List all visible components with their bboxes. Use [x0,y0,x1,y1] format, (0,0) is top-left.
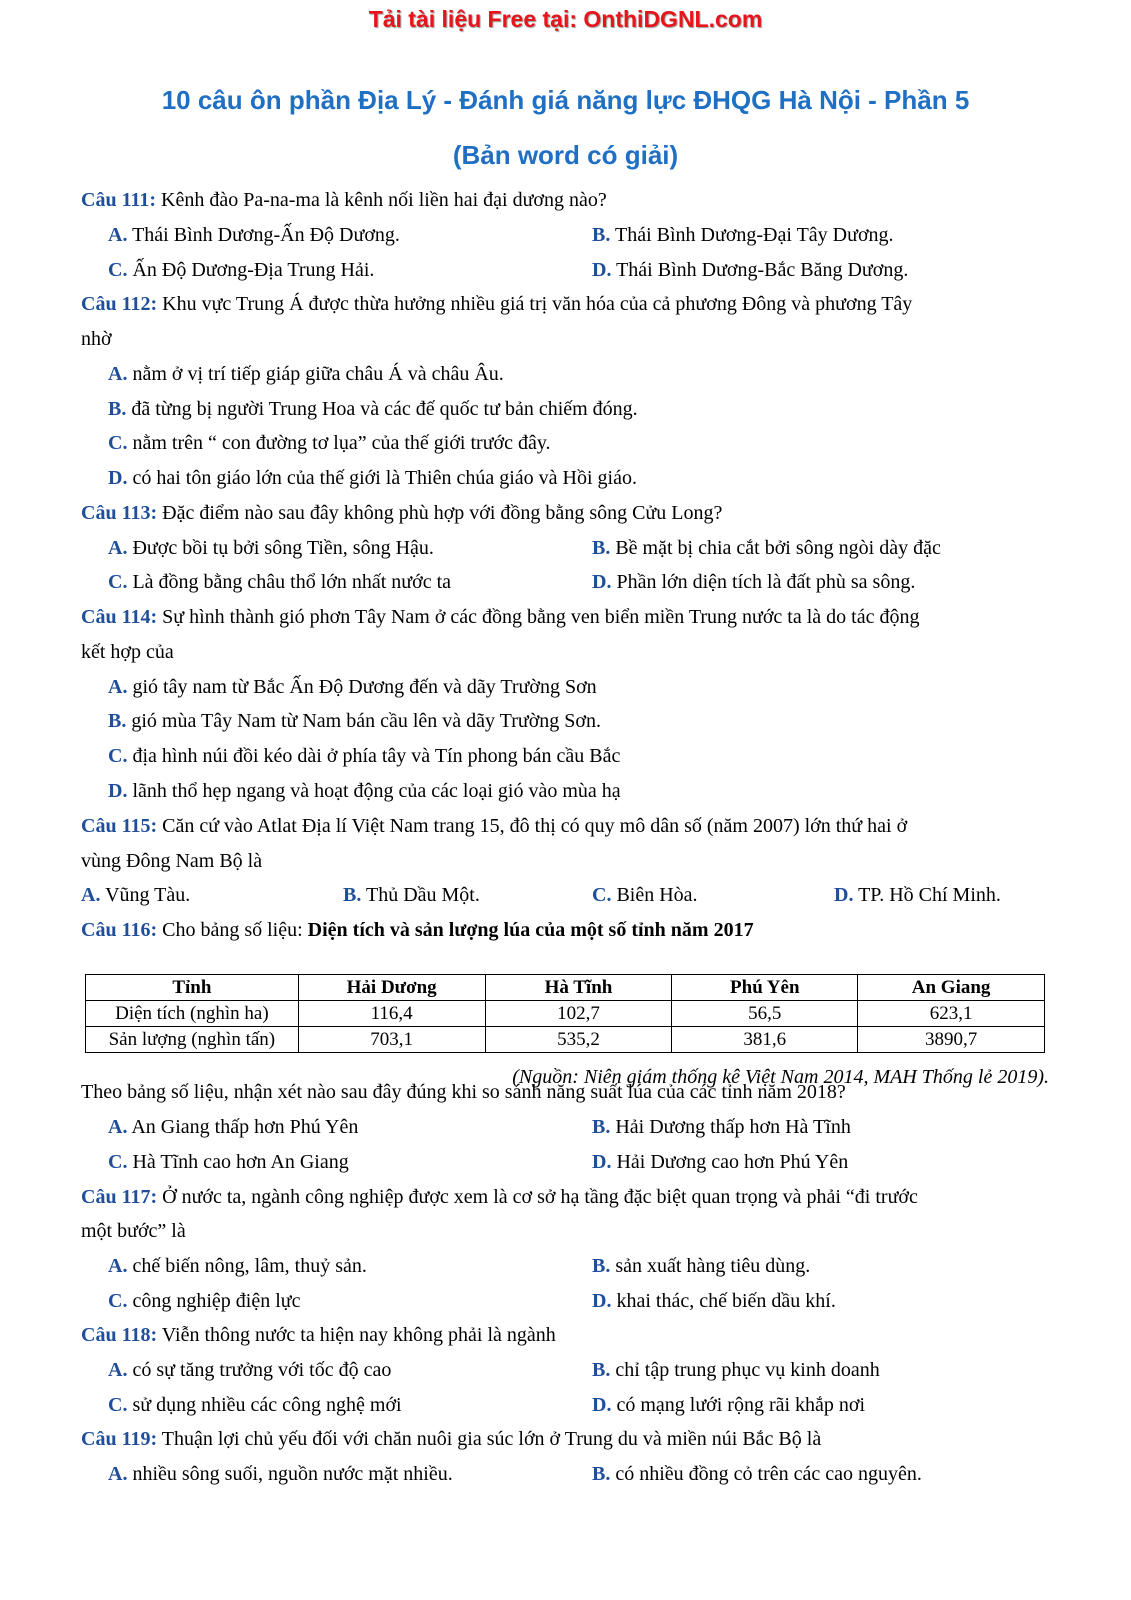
answer-text: chế biến nông, lâm, thuỷ sản. [127,1255,367,1277]
answer-116-a [108,1114,358,1140]
question-text: Đặc điểm nào sau đây không phù hợp với đồng bằng sông Cửu Long? [157,502,723,524]
question-text: Khu vực Trung Á được thừa hưởng nhiều giá trị văn hóa của cả phương Đông và phương Tây [157,293,913,315]
question-label: Câu 111: [81,189,157,211]
answer-text: có nhiều đồng cỏ trên các cao nguyên. [610,1463,922,1485]
answer-label: C. [108,1151,128,1173]
page-subtitle: (Bản word có giải) [452,140,679,170]
answer-label: A. [108,363,128,385]
answer-112-a [108,361,504,387]
answer-label: C. [108,259,128,281]
table-header-cell: Hải Dương [298,975,485,1001]
page-title: 10 câu ôn phần Địa Lý - Đánh giá năng lực ĐHQG Hà Nội - Phần 5 [161,85,970,115]
answer-113-b [592,535,941,561]
answer-116-d [592,1149,848,1175]
answer-115-b [343,882,480,908]
answer-label: B. [592,537,611,559]
answer-label: B. [592,1116,611,1138]
question-118 [81,1322,556,1348]
answer-114-c [108,743,620,769]
answer-label: D. [834,884,854,906]
answer-text: gió mùa Tây Nam từ Nam bán cầu lên và dãy Trường Sơn. [126,710,601,732]
answer-112-c [108,430,551,456]
answer-text: Thái Bình Dương-Đại Tây Dương. [610,224,894,246]
answer-label: D. [592,1290,612,1312]
answer-118-d [592,1392,865,1418]
question-113 [81,500,722,526]
answer-label: C. [108,432,128,454]
answer-text: nằm ở vị trí tiếp giáp giữa châu Á và châu Âu. [127,363,504,385]
table-row [86,1027,1045,1053]
answer-118-b [592,1357,880,1383]
question-119 [81,1426,821,1452]
answer-label: D. [592,1394,612,1416]
table-source: (Nguồn: Niên giám thống kê Việt Nam 2014, MAH Thống lẻ 2019). [512,1066,1049,1088]
answer-115-c [592,882,698,908]
table-cell: 102,7 [485,1001,672,1027]
table-row [86,1001,1045,1027]
table-cell: Diện tích (nghìn ha) [86,1001,299,1027]
question-label: Câu 117: [81,1186,158,1208]
question-116-prompt: Theo bảng số liệu, nhận xét nào sau đây đúng khi so sánh năng suất lúa của các tỉnh năm 2018? [81,1081,846,1103]
table-header-row [86,975,1045,1001]
answer-text: có mạng lưới rộng rãi khắp nơi [611,1394,866,1416]
answer-text: địa hình núi đồi kéo dài ở phía tây và Tín phong bán cầu Bắc [127,745,621,767]
question-114 [81,604,920,630]
answer-label: C. [592,884,612,906]
table-cell: 623,1 [858,1001,1045,1027]
answer-label: A. [108,224,128,246]
answer-text: Thái Bình Dương-Bắc Băng Dương. [611,259,909,281]
table-cell: Sản lượng (nghìn tấn) [86,1027,299,1053]
answer-text: TP. Hồ Chí Minh. [853,884,1001,906]
answer-text: Biên Hòa. [611,884,698,906]
answer-label: A. [81,884,101,906]
answer-113-c [108,569,451,595]
answer-label: A. [108,676,128,698]
answer-115-d [834,882,1001,908]
question-text: Kênh đào Pa-na-ma là kênh nối liền hai đại dương nào? [156,189,607,211]
answer-text: lãnh thổ hẹp ngang và hoạt động của các loại gió vào mùa hạ [127,780,621,802]
question-112-continued: nhờ [81,328,112,350]
answer-text: An Giang thấp hơn Phú Yên [127,1116,359,1138]
answer-label: D. [592,571,612,593]
answer-label: B. [592,1463,611,1485]
answer-text: công nghiệp điện lực [127,1290,301,1312]
answer-119-b [592,1461,922,1487]
answer-117-a [108,1253,367,1279]
table-header-cell: Hà Tĩnh [485,975,672,1001]
answer-label: C. [108,571,128,593]
question-117-continued: một bước” là [81,1220,186,1242]
answer-label: C. [108,1290,128,1312]
question-label: Câu 114: [81,606,158,628]
answer-label: A. [108,1463,128,1485]
question-text: Căn cứ vào Atlat Địa lí Việt Nam trang 15, đô thị có quy mô dân số (năm 2007) lớn thứ hai ở [157,815,908,837]
answer-113-d [592,569,915,595]
answer-label: B. [592,1255,611,1277]
answer-113-a [108,535,434,561]
answer-111-d [592,257,908,283]
question-115 [81,813,907,839]
question-text: Thuận lợi chủ yếu đối với chăn nuôi gia súc lớn ở Trung du và miền núi Bắc Bộ là [157,1428,822,1450]
answer-text: Bề mặt bị chia cắt bởi sông ngòi dày đặc [610,537,941,559]
question-label: Câu 118: [81,1324,158,1346]
question-label: Câu 113: [81,502,158,524]
answer-label: C. [108,1394,128,1416]
table-caption: Diện tích và sản lượng lúa của một số tỉnh năm 2017 [307,919,754,941]
answer-111-b [592,222,894,248]
table-header-cell: Tỉnh [86,975,299,1001]
answer-label: A. [108,1359,128,1381]
answer-118-a [108,1357,391,1383]
answer-text: đã từng bị người Trung Hoa và các đế quốc tư bản chiếm đóng. [126,398,638,420]
answer-label: A. [108,1116,128,1138]
table-header-cell: An Giang [858,975,1045,1001]
answer-117-d [592,1288,836,1314]
answer-label: B. [108,398,127,420]
answer-text: Vũng Tàu. [100,884,191,906]
answer-text: sản xuất hàng tiêu dùng. [610,1255,811,1277]
answer-label: C. [108,745,128,767]
answer-text: nằm trên “ con đường tơ lụa” của thế giới trước đây. [127,432,551,454]
answer-label: B. [108,710,127,732]
answer-label: B. [592,1359,611,1381]
question-label: Câu 119: [81,1428,158,1450]
download-banner-link[interactable]: Tải tài liệu Free tại: OnthiDGNL.com [368,6,763,32]
answer-text: có sự tăng trưởng với tốc độ cao [127,1359,392,1381]
answer-116-b [592,1114,851,1140]
question-117 [81,1184,918,1210]
answer-text: có hai tôn giáo lớn của thế giới là Thiên chúa giáo và Hồi giáo. [127,467,637,489]
question-111 [81,187,607,213]
answer-114-a [108,674,597,700]
answer-text: Phần lớn diện tích là đất phù sa sông. [611,571,916,593]
answer-label: A. [108,1255,128,1277]
answer-111-c [108,257,374,283]
answer-label: D. [592,1151,612,1173]
question-112 [81,291,912,317]
answer-text: Ấn Độ Dương-Địa Trung Hải. [127,259,375,281]
answer-111-a [108,222,400,248]
answer-text: Thủ Dầu Một. [361,884,480,906]
answer-text: khai thác, chế biến dầu khí. [611,1290,836,1312]
answer-text: sử dụng nhiều các công nghệ mới [127,1394,402,1416]
answer-112-d [108,465,637,491]
answer-115-a [81,882,190,908]
answer-text: nhiều sông suối, nguồn nước mặt nhiều. [127,1463,453,1485]
answer-118-c [108,1392,402,1418]
answer-114-d [108,778,621,804]
answer-112-b [108,396,638,422]
question-116 [81,917,754,943]
table-cell: 3890,7 [858,1027,1045,1053]
answer-text: Thái Bình Dương-Ấn Độ Dương. [127,224,400,246]
answer-117-b [592,1253,810,1279]
answer-119-a [108,1461,453,1487]
table-cell: 535,2 [485,1027,672,1053]
question-label: Câu 112: [81,293,158,315]
table-cell: 116,4 [298,1001,485,1027]
answer-label: D. [592,259,612,281]
answer-text: chỉ tập trung phục vụ kinh doanh [610,1359,880,1381]
question-text: Sự hình thành gió phơn Tây Nam ở các đồng bằng ven biển miền Trung nước ta là do tác động [157,606,920,628]
question-text: Ở nước ta, ngành công nghiệp được xem là cơ sở hạ tầng đặc biệt quan trọng và phải “đi trước [157,1186,918,1208]
table-header-cell: Phú Yên [672,975,858,1001]
question-115-continued: vùng Đông Nam Bộ là [81,850,263,872]
answer-label: D. [108,467,128,489]
table-cell: 56,5 [672,1001,858,1027]
answer-116-c [108,1149,349,1175]
answer-label: D. [108,780,128,802]
answer-114-b [108,708,601,734]
question-label: Câu 115: [81,815,158,837]
question-label: Câu 116: [81,919,158,941]
answer-label: A. [108,537,128,559]
question-text: Viễn thông nước ta hiện nay không phải là ngành [157,1324,556,1346]
table-cell: 703,1 [298,1027,485,1053]
answer-text: Được bồi tụ bởi sông Tiền, sông Hậu. [127,537,434,559]
answer-text: gió tây nam từ Bắc Ấn Độ Dương đến và dãy Trường Sơn [127,676,597,698]
answer-text: Hải Dương thấp hơn Hà Tĩnh [610,1116,851,1138]
answer-text: Là đồng bằng châu thổ lớn nhất nước ta [127,571,452,593]
answer-label: B. [592,224,611,246]
question-text: Cho bảng số liệu: [157,919,308,941]
data-table [85,974,1045,1053]
answer-117-c [108,1288,300,1314]
question-114-continued: kết hợp của [81,641,174,663]
answer-text: Hà Tĩnh cao hơn An Giang [127,1151,349,1173]
answer-text: Hải Dương cao hơn Phú Yên [611,1151,849,1173]
table-cell: 381,6 [672,1027,858,1053]
answer-label: B. [343,884,362,906]
